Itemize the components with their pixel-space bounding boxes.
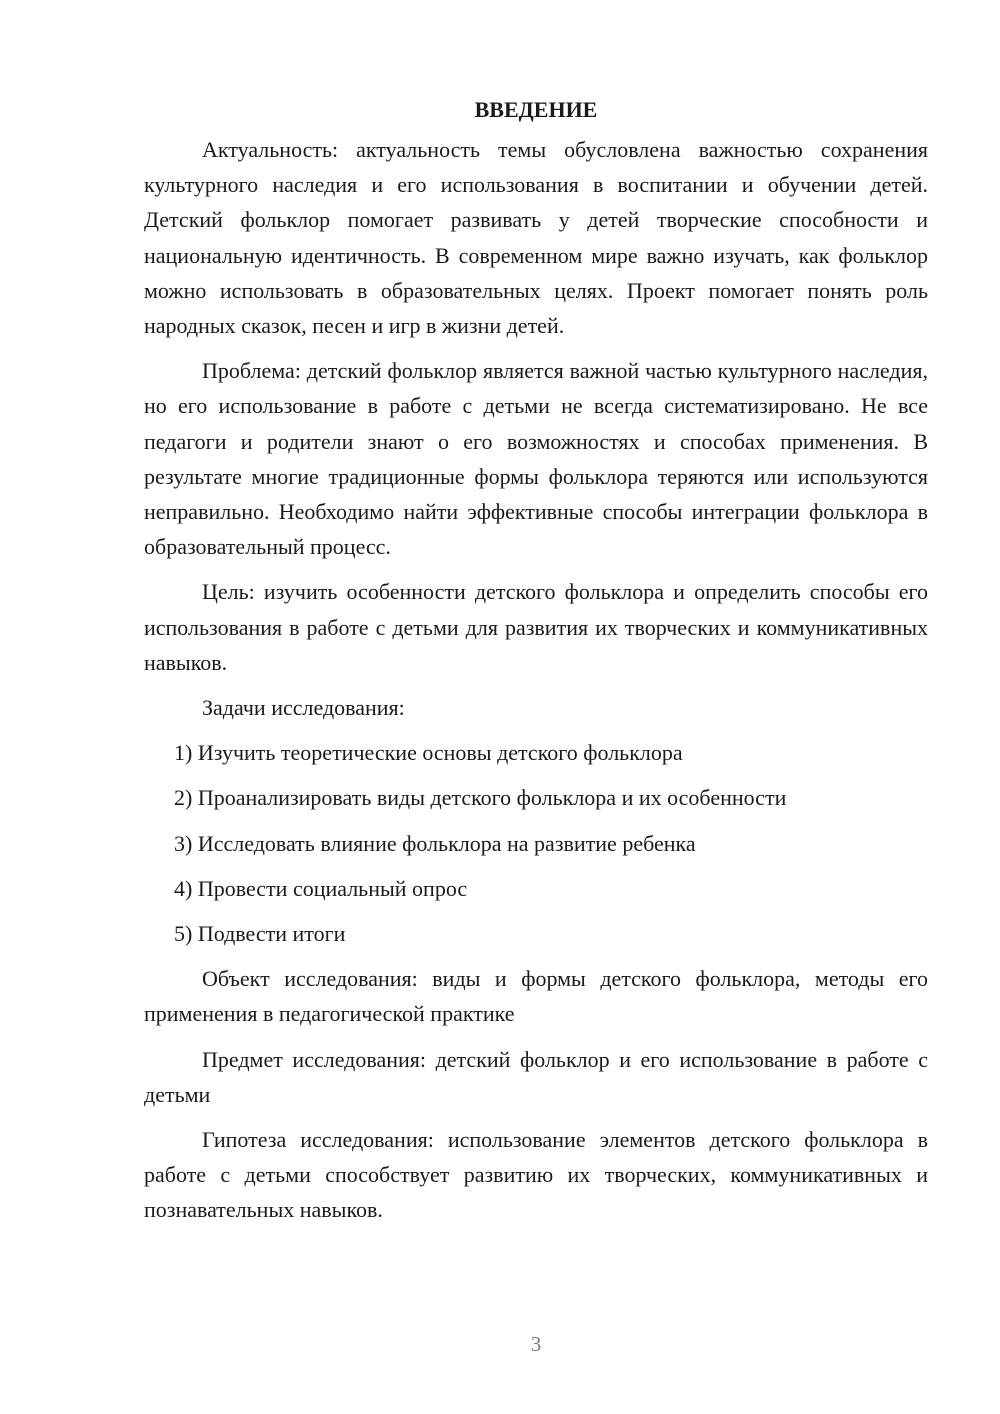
object-paragraph: Объект исследования: виды и формы детского фольклора, методы его применения в педагогической практике: [144, 966, 928, 1027]
hypothesis-paragraph: Гипотеза исследования: использование элементов детского фольклора в работе с детьми способствует развитию их творческих, коммуникативных и познавательных навыков.: [144, 1127, 928, 1223]
problem-paragraph: Проблема: детский фольклор является важной частью культурного наследия, но его использование в работе с детьми не всегда систематизировано. Не все педагоги и родители знают о его возможностях и способах применения. В результате многие традиционные формы фольклора теряются или используются неправильно. Необходимо найти эффективные способы интеграции фольклора в образовательный процесс.: [144, 358, 928, 560]
list-item: 5) Подвести итоги: [174, 921, 346, 947]
document-page: [144, 92, 928, 1228]
tasks-list: [144, 735, 928, 951]
relevance-paragraph: Актуальность: актуальность темы обусловлена важностью сохранения культурного наследия и его использования в воспитании и обучении детей. Детский фольклор помогает развивать у детей творческие способности и национальную идентичность. В современном мире важно изучать, как фольклор можно использовать в образовательных целях. Проект помогает понять роль народных сказок, песен и игр в жизни детей.: [144, 137, 928, 339]
goal-paragraph: Цель: изучить особенности детского фольклора и определить способы его использования в работе с детьми для развития их творческих и коммуникативных навыков.: [144, 579, 928, 675]
list-item: 3) Исследовать влияние фольклора на развитие ребенка: [174, 830, 696, 856]
page-title: ВВЕДЕНИЕ: [474, 97, 598, 122]
list-item: 4) Провести социальный опрос: [174, 875, 468, 901]
list-item: 1) Изучить теоретические основы детского фольклора: [174, 740, 683, 766]
page-number: 3: [530, 1332, 542, 1356]
tasks-heading: Задачи исследования:: [202, 695, 405, 721]
list-item: 2) Проанализировать виды детского фольклора и их особенности: [174, 785, 787, 811]
subject-paragraph: Предмет исследования: детский фольклор и его использование в работе с детьми: [144, 1046, 928, 1107]
